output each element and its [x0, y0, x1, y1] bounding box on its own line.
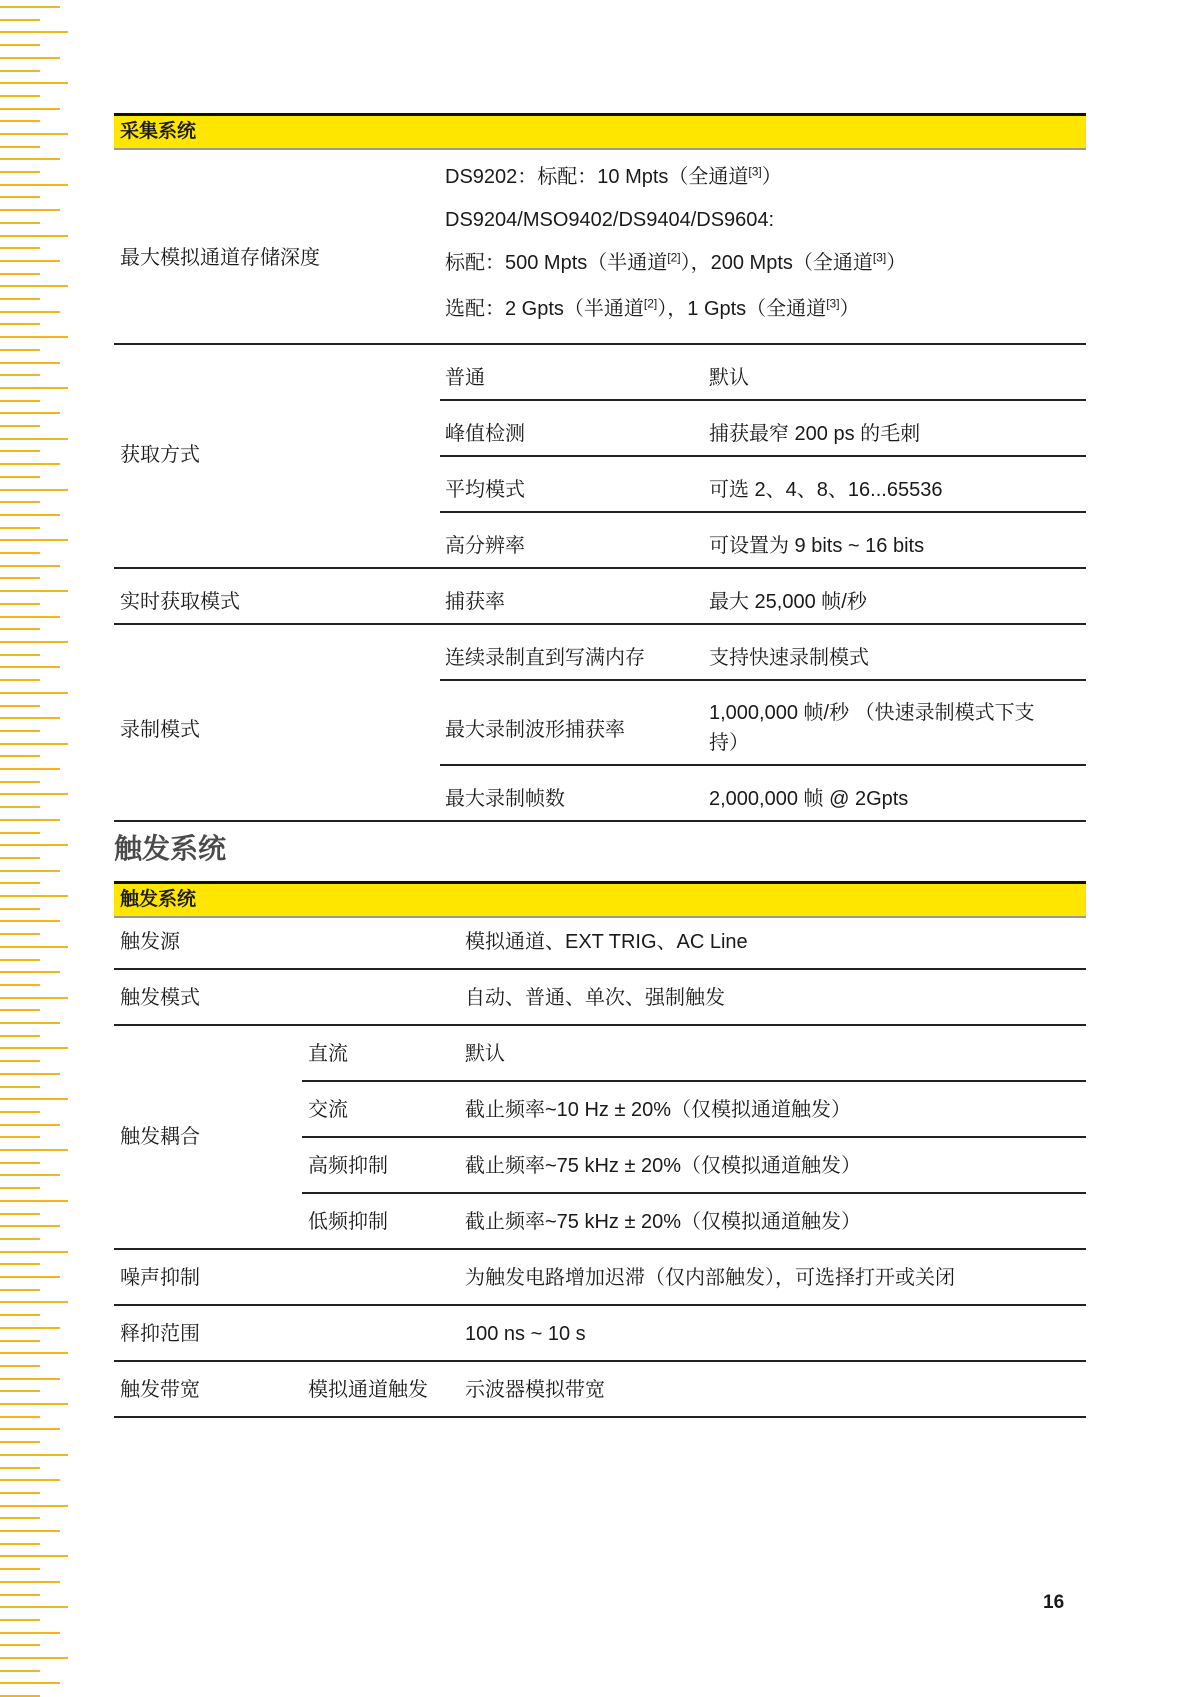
stripe-tick — [0, 616, 60, 618]
stripe-tick — [0, 1543, 40, 1545]
stripe-tick — [0, 285, 68, 287]
stripe-tick — [0, 1492, 40, 1494]
stripe-tick — [0, 1073, 60, 1075]
stripe-tick — [0, 19, 40, 21]
divider — [114, 343, 1086, 345]
stripe-tick — [0, 184, 68, 186]
stripe-tick — [0, 832, 40, 834]
stripe-tick — [0, 628, 40, 630]
stripe-tick — [0, 946, 68, 948]
stripe-tick — [0, 1555, 68, 1557]
stripe-tick — [0, 679, 40, 681]
stripe-tick — [0, 1454, 68, 1456]
divider — [114, 820, 1086, 822]
stripe-tick — [0, 501, 40, 503]
stripe-tick — [0, 374, 40, 376]
stripe-tick — [0, 514, 60, 516]
stripe-tick — [0, 1251, 68, 1253]
stripe-tick — [0, 1682, 60, 1684]
stripe-tick — [0, 1149, 68, 1151]
trigger-mode-label: 触发模式 — [120, 987, 200, 1009]
divider — [114, 1304, 1086, 1306]
acquisition-section-header: 采集系统 — [114, 113, 1086, 150]
stripe-tick — [0, 1213, 40, 1215]
stripe-tick — [0, 489, 68, 491]
stripe-tick — [0, 1340, 40, 1342]
page-content — [114, 113, 1086, 1438]
trigger-source-label: 触发源 — [120, 931, 180, 953]
divider — [114, 1360, 1086, 1362]
acquisition-table — [114, 150, 1086, 829]
record-mode-name: 最大录制波形捕获率 — [445, 719, 625, 741]
stripe-tick — [0, 959, 40, 961]
stripe-tick — [0, 1441, 40, 1443]
realtime-value: 最大 25,000 帧/秒 — [709, 591, 867, 613]
record-mode-value: 2,000,000 帧 @ 2Gpts — [709, 788, 909, 810]
trigger-bandwidth-label: 触发带宽 — [120, 1379, 200, 1401]
stripe-tick — [0, 1428, 60, 1430]
stripe-tick — [0, 1517, 40, 1519]
stripe-tick — [0, 260, 60, 262]
stripe-tick — [0, 235, 68, 237]
stripe-tick — [0, 730, 40, 732]
divider — [440, 679, 1086, 681]
stripe-tick — [0, 590, 68, 592]
stripe-tick — [0, 603, 40, 605]
stripe-tick — [0, 806, 40, 808]
acq-mode-label: 获取方式 — [120, 444, 200, 466]
stripe-tick — [0, 1035, 40, 1037]
coupling-name: 高频抑制 — [308, 1155, 388, 1177]
stripe-tick — [0, 1174, 60, 1176]
acq-mode-name: 峰值检测 — [445, 423, 525, 445]
stripe-tick — [0, 1657, 68, 1659]
stripe-tick — [0, 997, 68, 999]
coupling-value: 截止频率~75 kHz ± 20%（仅模拟通道触发） — [465, 1155, 862, 1177]
memory-depth-line1: DS9202：标配：10 Mpts（全通道[3]） — [445, 164, 782, 188]
stripe-tick — [0, 1581, 60, 1583]
stripe-tick — [0, 44, 40, 46]
stripe-tick — [0, 1479, 60, 1481]
stripe-tick — [0, 717, 60, 719]
acq-mode-value: 默认 — [709, 367, 749, 389]
stripe-tick — [0, 1187, 40, 1189]
stripe-tick — [0, 1009, 40, 1011]
noise-reject-value: 为触发电路增加迟滞（仅内部触发），可选择打开或关闭 — [465, 1267, 955, 1289]
stripe-tick — [0, 387, 68, 389]
stripe-tick — [0, 781, 40, 783]
divider — [302, 1192, 1086, 1194]
stripe-tick — [0, 793, 68, 795]
stripe-tick — [0, 552, 40, 554]
stripe-tick — [0, 971, 60, 973]
stripe-tick — [0, 1060, 40, 1062]
acq-mode-name: 高分辨率 — [445, 535, 525, 557]
stripe-tick — [0, 1606, 68, 1608]
stripe-tick — [0, 1136, 40, 1138]
stripe-tick — [0, 108, 60, 110]
stripe-tick — [0, 1530, 60, 1532]
coupling-value: 截止频率~75 kHz ± 20%（仅模拟通道触发） — [465, 1211, 862, 1233]
trigger-bandwidth-name: 模拟通道触发 — [308, 1379, 428, 1401]
acq-mode-value: 捕获最窄 200 ps 的毛刺 — [709, 423, 921, 445]
stripe-tick — [0, 641, 68, 643]
stripe-tick — [0, 870, 60, 872]
stripe-tick — [0, 158, 60, 160]
stripe-tick — [0, 349, 40, 351]
divider — [114, 1024, 1086, 1026]
noise-reject-label: 噪声抑制 — [120, 1267, 200, 1289]
coupling-value: 截止频率~10 Hz ± 20%（仅模拟通道触发） — [465, 1099, 852, 1121]
trigger-source-value: 模拟通道、EXT TRIG、AC Line — [465, 931, 748, 953]
stripe-tick — [0, 298, 40, 300]
stripe-tick — [0, 1594, 40, 1596]
stripe-tick — [0, 895, 68, 897]
stripe-tick — [0, 1505, 68, 1507]
stripe-tick — [0, 1467, 40, 1469]
stripe-tick — [0, 95, 40, 97]
stripe-tick — [0, 1403, 68, 1405]
stripe-tick — [0, 1301, 68, 1303]
stripe-tick — [0, 1086, 40, 1088]
stripe-tick — [0, 1200, 68, 1202]
stripe-tick — [0, 1263, 40, 1265]
stripe-tick — [0, 6, 60, 8]
acq-mode-name: 普通 — [445, 367, 485, 389]
realtime-name: 捕获率 — [445, 591, 505, 613]
stripe-tick — [0, 1416, 40, 1418]
stripe-tick — [0, 1365, 40, 1367]
stripe-tick — [0, 908, 40, 910]
record-mode-name: 连续录制直到写满内存 — [445, 647, 645, 669]
stripe-tick — [0, 933, 40, 935]
holdoff-value: 100 ns ~ 10 s — [465, 1323, 586, 1345]
trigger-bandwidth-value: 示波器模拟带宽 — [465, 1379, 605, 1401]
stripe-tick — [0, 1047, 68, 1049]
stripe-tick — [0, 1022, 60, 1024]
divider — [302, 1136, 1086, 1138]
stripe-tick — [0, 133, 68, 135]
stripe-tick — [0, 412, 60, 414]
stripe-tick — [0, 1644, 40, 1646]
stripe-tick — [0, 666, 60, 668]
side-decoration — [0, 0, 72, 1696]
trigger-coupling-label: 触发耦合 — [120, 1126, 200, 1148]
stripe-tick — [0, 311, 60, 313]
stripe-tick — [0, 768, 60, 770]
stripe-tick — [0, 70, 40, 72]
stripe-tick — [0, 1390, 40, 1392]
divider — [114, 567, 1086, 569]
coupling-name: 交流 — [308, 1099, 348, 1121]
stripe-tick — [0, 1314, 40, 1316]
stripe-tick — [0, 1619, 40, 1621]
divider — [114, 968, 1086, 970]
record-mode-label: 录制模式 — [120, 719, 200, 741]
stripe-tick — [0, 273, 40, 275]
stripe-tick — [0, 920, 60, 922]
stripe-tick — [0, 654, 40, 656]
divider — [440, 399, 1086, 401]
stripe-tick — [0, 209, 60, 211]
stripe-tick — [0, 196, 40, 198]
divider — [114, 1416, 1086, 1418]
stripe-tick — [0, 882, 40, 884]
memory-depth-line3: 标配：500 Mpts（半通道[2]），200 Mpts（全通道[3]） — [445, 250, 907, 274]
coupling-name: 低频抑制 — [308, 1211, 388, 1233]
stripe-tick — [0, 1352, 68, 1354]
stripe-tick — [0, 705, 40, 707]
stripe-tick — [0, 577, 40, 579]
trigger-section-header: 触发系统 — [114, 881, 1086, 918]
holdoff-label: 释抑范围 — [120, 1323, 200, 1345]
stripe-tick — [0, 984, 40, 986]
trigger-section-title: 触发系统 — [114, 833, 227, 864]
coupling-value: 默认 — [465, 1043, 505, 1065]
stripe-tick — [0, 743, 68, 745]
stripe-tick — [0, 425, 40, 427]
divider — [302, 1080, 1086, 1082]
divider — [440, 455, 1086, 457]
stripe-tick — [0, 1276, 60, 1278]
stripe-tick — [0, 1378, 60, 1380]
stripe-tick — [0, 400, 40, 402]
stripe-tick — [0, 1098, 68, 1100]
record-mode-value: 支持快速录制模式 — [709, 647, 869, 669]
stripe-tick — [0, 857, 40, 859]
trigger-table — [114, 918, 1086, 1438]
trigger-mode-value: 自动、普通、单次、强制触发 — [465, 987, 725, 1009]
stripe-tick — [0, 539, 68, 541]
stripe-tick — [0, 1111, 40, 1113]
record-mode-name: 最大录制帧数 — [445, 788, 565, 810]
stripe-tick — [0, 1568, 40, 1570]
stripe-tick — [0, 1238, 40, 1240]
acq-mode-value: 可设置为 9 bits ~ 16 bits — [709, 535, 925, 557]
stripe-tick — [0, 844, 68, 846]
divider — [114, 1248, 1086, 1250]
page-number: 16 — [1043, 1592, 1065, 1613]
stripe-tick — [0, 565, 60, 567]
stripe-tick — [0, 82, 68, 84]
stripe-tick — [0, 476, 40, 478]
stripe-tick — [0, 463, 60, 465]
stripe-tick — [0, 527, 40, 529]
stripe-tick — [0, 1632, 60, 1634]
coupling-name: 直流 — [308, 1043, 348, 1065]
stripe-tick — [0, 323, 40, 325]
stripe-tick — [0, 336, 68, 338]
stripe-tick — [0, 1670, 40, 1672]
memory-depth-line2: DS9204/MSO9402/DS9404/DS9604: — [445, 209, 775, 231]
stripe-tick — [0, 171, 40, 173]
realtime-label: 实时获取模式 — [120, 591, 240, 613]
stripe-tick — [0, 1124, 60, 1126]
stripe-tick — [0, 146, 40, 148]
stripe-tick — [0, 819, 60, 821]
stripe-tick — [0, 31, 68, 33]
divider — [440, 511, 1086, 513]
stripe-tick — [0, 438, 68, 440]
stripe-tick — [0, 120, 40, 122]
stripe-tick — [0, 57, 60, 59]
record-mode-value: 1,000,000 帧/秒 （快速录制模式下支持） — [709, 702, 1035, 754]
stripe-tick — [0, 755, 40, 757]
divider — [440, 764, 1086, 766]
stripe-tick — [0, 1225, 60, 1227]
stripe-tick — [0, 1162, 40, 1164]
acq-mode-value: 可选 2、4、8、16...65536 — [709, 479, 943, 501]
memory-depth-label: 最大模拟通道存储深度 — [120, 247, 320, 269]
stripe-tick — [0, 362, 60, 364]
acq-mode-name: 平均模式 — [445, 479, 525, 501]
stripe-tick — [0, 692, 68, 694]
divider — [114, 623, 1086, 625]
stripe-tick — [0, 247, 40, 249]
stripe-tick — [0, 1289, 40, 1291]
stripe-tick — [0, 1327, 60, 1329]
stripe-tick — [0, 222, 40, 224]
memory-depth-line4: 选配：2 Gpts（半通道[2]），1 Gpts（全通道[3]） — [445, 296, 860, 320]
stripe-tick — [0, 450, 40, 452]
